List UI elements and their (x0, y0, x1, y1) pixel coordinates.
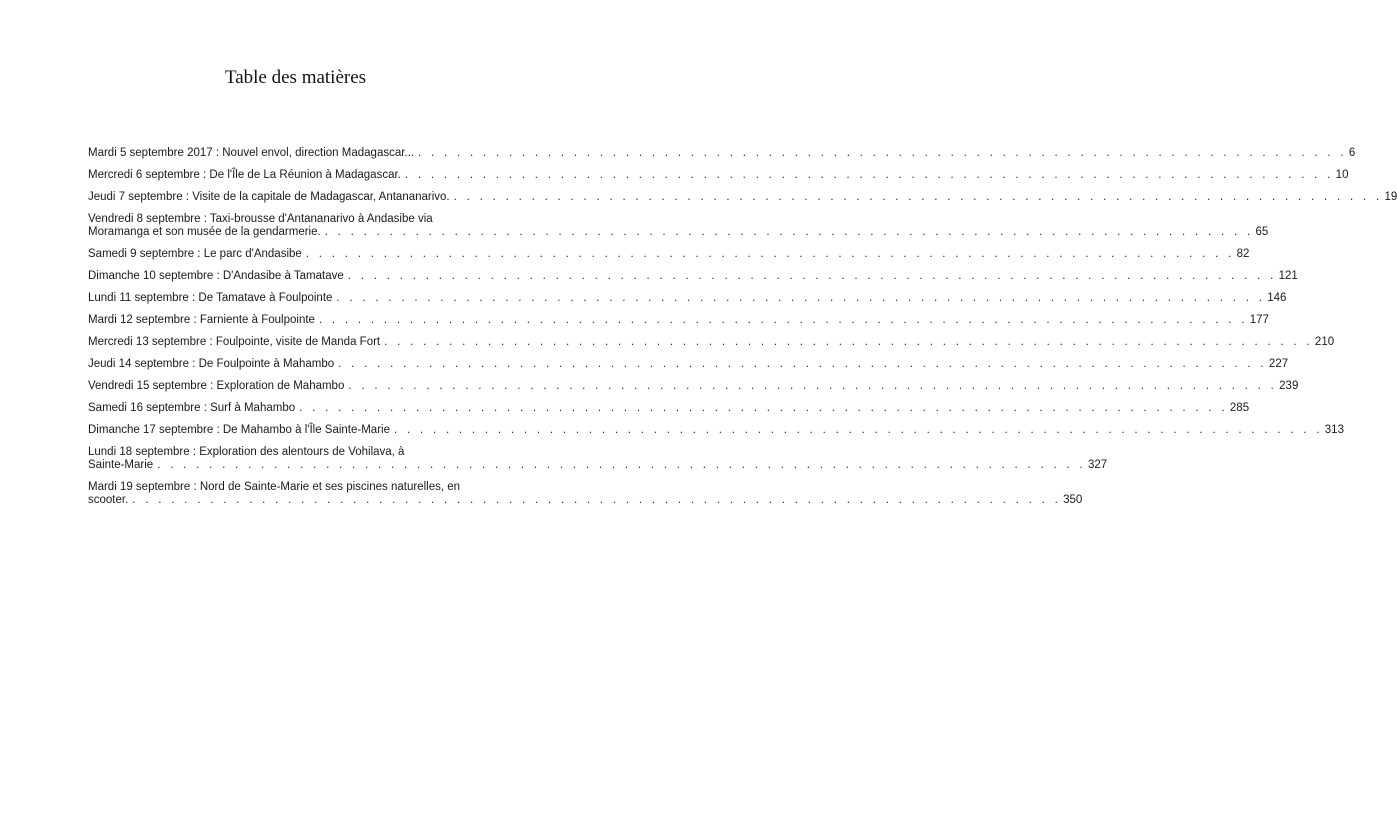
toc-entry[interactable] (88, 380, 1299, 393)
toc-entry-title: Mercredi 6 septembre : De l'Île de La Réunion à Madagascar. (88, 169, 401, 181)
toc-entry-title: Dimanche 10 septembre : D'Andasibe à Tamatave (88, 270, 344, 282)
dot-leader: . . . . . . . . . . . . . . . . . . . . . . . . . . . . . . . . . . . . . . . . . . . . . . . . . . . . . . . . . . . . . . . . . . . . . . . . (299, 402, 1228, 414)
dot-leader: . . . . . . . . . . . . . . . . . . . . . . . . . . . . . . . . . . . . . . . . . . . . . . . . . . . . . . . . . . . . . . . . . . . . . . . . (338, 358, 1267, 370)
toc-entry-page-number: 82 (1236, 248, 1250, 260)
toc-entry-page-number: 227 (1268, 358, 1289, 370)
toc-entry-page-number: 121 (1278, 270, 1298, 282)
toc-entry-text-line: Lundi 18 septembre : Exploration des alentours de Vohilava, à (88, 446, 405, 458)
toc-entry[interactable] (88, 213, 1269, 239)
toc-entry-title: Jeudi 7 septembre : Visite de la capitale de Madagascar, Antananarivo. (88, 191, 450, 203)
toc-entry-page-number: 285 (1229, 402, 1250, 414)
table-of-contents (88, 147, 1397, 516)
toc-entry-title: Moramanga et son musée de la gendarmerie. (88, 226, 321, 238)
toc-entry-title: Lundi 11 septembre : De Tamatave à Foulpointe (88, 292, 333, 304)
toc-entry-page-number: 6 (1348, 147, 1356, 159)
dot-leader: . . . . . . . . . . . . . . . . . . . . . . . . . . . . . . . . . . . . . . . . . . . . . . . . . . . . . . . . . . . . . . . . . . . . . . . . (347, 270, 1277, 282)
toc-entry[interactable] (88, 292, 1287, 305)
toc-entry-row (88, 380, 1299, 393)
toc-entry-row (88, 292, 1287, 305)
toc-entry[interactable] (88, 314, 1269, 327)
toc-entry-page-number: 65 (1255, 226, 1269, 238)
toc-entry-text-line: Vendredi 8 septembre : Taxi-brousse d'Antananarivo à Andasibe via (88, 213, 433, 225)
toc-entry[interactable] (88, 248, 1250, 261)
toc-entry-row (88, 336, 1335, 349)
toc-entry-row (88, 248, 1250, 261)
toc-entry-title: Mardi 12 septembre : Farniente à Foulpointe (88, 314, 315, 326)
dot-leader: . . . . . . . . . . . . . . . . . . . . . . . . . . . . . . . . . . . . . . . . . . . . . . . . . . . . . . . . . . . . . . . . . . . . . . . . (404, 169, 1334, 181)
toc-entry[interactable] (88, 270, 1298, 283)
toc-entry-page-number: 239 (1279, 380, 1299, 392)
toc-entry-row (88, 494, 1083, 507)
toc-entry-page-number: 327 (1088, 459, 1108, 471)
dot-leader: . . . . . . . . . . . . . . . . . . . . . . . . . . . . . . . . . . . . . . . . . . . . . . . . . . . . . . . . . . . . . . . . . . . . . . . . (393, 424, 1323, 436)
toc-entry-row (88, 191, 1397, 204)
toc-entry[interactable] (88, 191, 1397, 204)
toc-entry-row (88, 147, 1356, 160)
toc-entry-title: Sainte-Marie (88, 459, 154, 471)
toc-entry-page-number: 10 (1335, 169, 1349, 181)
toc-entry-row (88, 459, 1108, 472)
toc-entry-page-number: 350 (1063, 494, 1083, 506)
toc-entry[interactable] (88, 169, 1349, 182)
toc-entry-title: scooter. (88, 494, 129, 506)
toc-entry-page-number: 146 (1267, 292, 1287, 304)
toc-entry-row (88, 402, 1250, 415)
dot-leader: . . . . . . . . . . . . . . . . . . . . . . . . . . . . . . . . . . . . . . . . . . . . . . . . . . . . . . . . . . . . . . . . . . . . . . . . (318, 314, 1248, 326)
toc-entry-text-line: Mardi 19 septembre : Nord de Sainte-Marie et ses piscines naturelles, en (88, 481, 461, 493)
toc-entry-page-number: 19 (1384, 191, 1397, 203)
toc-entry-row (88, 270, 1298, 283)
toc-entry[interactable] (88, 147, 1356, 160)
toc-entry-title: Samedi 16 septembre : Surf à Mahambo (88, 402, 296, 414)
toc-entry-title: Vendredi 15 septembre : Exploration de Mahambo (88, 380, 345, 392)
dot-leader: . . . . . . . . . . . . . . . . . . . . . . . . . . . . . . . . . . . . . . . . . . . . . . . . . . . . . . . . . . . . . . . . . . . . . . . . (132, 494, 1062, 506)
toc-entry-title: Mercredi 13 septembre : Foulpointe, visite de Manda Fort (88, 336, 381, 348)
toc-entry-page-number: 313 (1324, 424, 1344, 436)
toc-entry[interactable] (88, 481, 1083, 507)
toc-entry[interactable] (88, 336, 1335, 349)
toc-entry-row (88, 169, 1349, 182)
toc-entry-page-number: 210 (1314, 336, 1335, 348)
toc-entry[interactable] (88, 446, 1108, 472)
dot-leader: . . . . . . . . . . . . . . . . . . . . . . . . . . . . . . . . . . . . . . . . . . . . . . . . . . . . . . . . . . . . . . . . . . . . . . . . (348, 380, 1278, 392)
dot-leader: . . . . . . . . . . . . . . . . . . . . . . . . . . . . . . . . . . . . . . . . . . . . . . . . . . . . . . . . . . . . . . . . . . . . . . . . (418, 147, 1347, 159)
toc-entry[interactable] (88, 424, 1344, 437)
toc-entry-row (88, 424, 1344, 437)
dot-leader: . . . . . . . . . . . . . . . . . . . . . . . . . . . . . . . . . . . . . . . . . . . . . . . . . . . . . . . . . . . . . . . . . . . . . . . . (336, 292, 1266, 304)
dot-leader: . . . . . . . . . . . . . . . . . . . . . . . . . . . . . . . . . . . . . . . . . . . . . . . . . . . . . . . . . . . . . . . . . . . . . . . . (305, 248, 1235, 260)
page-title: Table des matières (224, 67, 367, 88)
toc-entry-title: Jeudi 14 septembre : De Foulpointe à Mahambo (88, 358, 335, 370)
toc-entry-title: Samedi 9 septembre : Le parc d'Andasibe (88, 248, 302, 260)
toc-entry-page-number: 177 (1249, 314, 1269, 326)
toc-entry-title: Mardi 5 septembre 2017 : Nouvel envol, direction Madagascar... (88, 147, 415, 159)
toc-entry[interactable] (88, 402, 1250, 415)
dot-leader: . . . . . . . . . . . . . . . . . . . . . . . . . . . . . . . . . . . . . . . . . . . . . . . . . . . . . . . . . . . . . . . . . . . . . . . . (157, 459, 1086, 471)
toc-entry-row (88, 314, 1269, 327)
dot-leader: . . . . . . . . . . . . . . . . . . . . . . . . . . . . . . . . . . . . . . . . . . . . . . . . . . . . . . . . . . . . . . . . . . . . . . . . (384, 336, 1313, 348)
dot-leader: . . . . . . . . . . . . . . . . . . . . . . . . . . . . . . . . . . . . . . . . . . . . . . . . . . . . . . . . . . . . . . . . . . . . . . . . (324, 226, 1254, 238)
dot-leader: . . . . . . . . . . . . . . . . . . . . . . . . . . . . . . . . . . . . . . . . . . . . . . . . . . . . . . . . . . . . . . . . . . . . . . . . (453, 191, 1383, 203)
toc-entry-row (88, 226, 1269, 239)
toc-entry-row (88, 358, 1289, 371)
toc-entry[interactable] (88, 358, 1289, 371)
toc-entry-title: Dimanche 17 septembre : De Mahambo à l'Île Sainte-Marie (88, 424, 390, 436)
